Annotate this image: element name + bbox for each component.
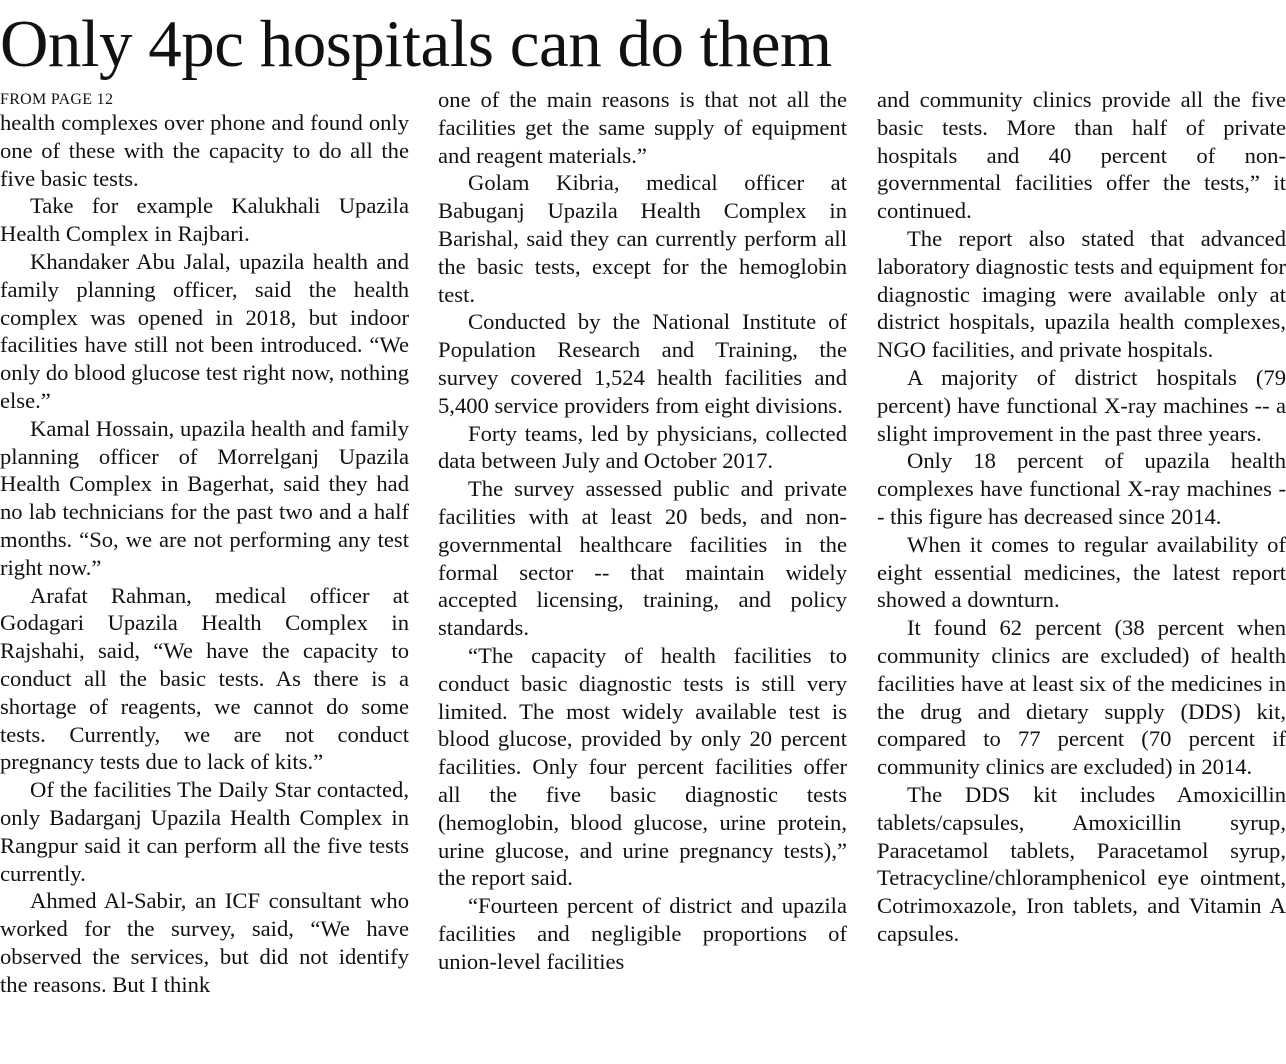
paragraph: When it comes to regular availability of eight essential medicines, the latest report showed a downturn. bbox=[877, 531, 1286, 613]
paragraph: Arafat Rahman, medical officer at Godagari Upazila Health Complex in Rajshahi, said, “We have the capacity to conduct all the basic tests. As there is a shortage of reagents, we cannot do some tests. Currently, we are not conduct pregnancy tests due to lack of kits.” bbox=[0, 582, 409, 775]
paragraph: Forty teams, led by physicians, collected data between July and October 2017. bbox=[438, 420, 847, 474]
paragraph: Of the facilities The Daily Star contacted, only Badarganj Upazila Health Complex in Rangpur said it can perform all the five tests currently. bbox=[0, 777, 409, 886]
paragraph: health complexes over phone and found only one of these with the capacity to do all the five basic tests. bbox=[0, 110, 409, 191]
headline: Only 4pc hospitals can do them bbox=[0, 7, 832, 81]
article-column-2 bbox=[438, 86, 847, 976]
paragraph: Golam Kibria, medical officer at Babuganj Upazila Health Complex in Barishal, said they can currently perform all the basic tests, except for the hemoglobin test. bbox=[438, 170, 847, 307]
paragraph: Khandaker Abu Jalal, upazila health and family planning officer, said the health complex was opened in 2018, but indoor facilities have still not been introduced. “We only do blood glucose test right now, nothing else.” bbox=[0, 248, 409, 413]
paragraph: “The capacity of health facilities to conduct basic diagnostic tests is still very limited. The most widely available test is blood glucose, provided by only 20 percent facilities. Only four percent facilities offer all the five basic diagnostic tests (hemoglobin, blood glucose, urine protein, urine glucose, and urine pregnancy tests),” the report said. bbox=[438, 642, 847, 891]
paragraph: “Fourteen percent of district and upazila facilities and negligible proportions of union-level facilities bbox=[438, 893, 847, 974]
jump-line: FROM PAGE 12 bbox=[0, 91, 114, 108]
paragraph: and community clinics provide all the five basic tests. More than half of private hospitals and 40 percent of non-governmental facilities offer the tests,” it continued. bbox=[877, 87, 1286, 224]
paragraph: Take for example Kalukhali Upazila Health Complex in Rajbari. bbox=[0, 193, 409, 247]
paragraph: The report also stated that advanced laboratory diagnostic tests and equipment for diagnostic imaging were available only at district hospitals, upazila health complexes, NGO facilities, and private hospitals. bbox=[877, 225, 1286, 363]
paragraph: The survey assessed public and private facilities with at least 20 beds, and non-governmental healthcare facilities in the formal sector -- that maintain widely accepted licensing, training, and policy standards. bbox=[438, 476, 847, 641]
paragraph: Only 18 percent of upazila health complexes have functional X-ray machines -- this figure has decreased since 2014. bbox=[877, 448, 1286, 529]
paragraph: It found 62 percent (38 percent when community clinics are excluded) of health facilities have at least six of the medicines in the drug and dietary supply (DDS) kit, compared to 77 percent (70 percent if community clinics are excluded) in 2014. bbox=[877, 615, 1286, 780]
article-column-1 bbox=[0, 86, 409, 999]
paragraph: A majority of district hospitals (79 percent) have functional X-ray machines -- a slight improvement in the past three years. bbox=[877, 364, 1286, 446]
paragraph: Kamal Hossain, upazila health and family planning officer of Morrelganj Upazila Health Complex in Bagerhat, said they had no lab technicians for the past two and a half months. “So, we are not performing any test right now.” bbox=[0, 415, 409, 580]
paragraph: Ahmed Al-Sabir, an ICF consultant who worked for the survey, said, “We have observed the services, but did not identify the reasons. But I think bbox=[0, 888, 409, 997]
paragraph: Conducted by the National Institute of Population Research and Training, the survey covered 1,524 health facilities and 5,400 service providers from eight divisions. bbox=[438, 309, 847, 418]
paragraph: one of the main reasons is that not all the facilities get the same supply of equipment and reagent materials.” bbox=[438, 87, 847, 168]
paragraph: The DDS kit includes Amoxicillin tablets/capsules, Amoxicillin syrup, Paracetamol tablets, Paracetamol syrup, Tetracycline/chloramphenicol eye ointment, Cotrimoxazole, Iron tablets, and Vitamin A capsules. bbox=[877, 781, 1286, 946]
article-column-3 bbox=[877, 86, 1286, 948]
